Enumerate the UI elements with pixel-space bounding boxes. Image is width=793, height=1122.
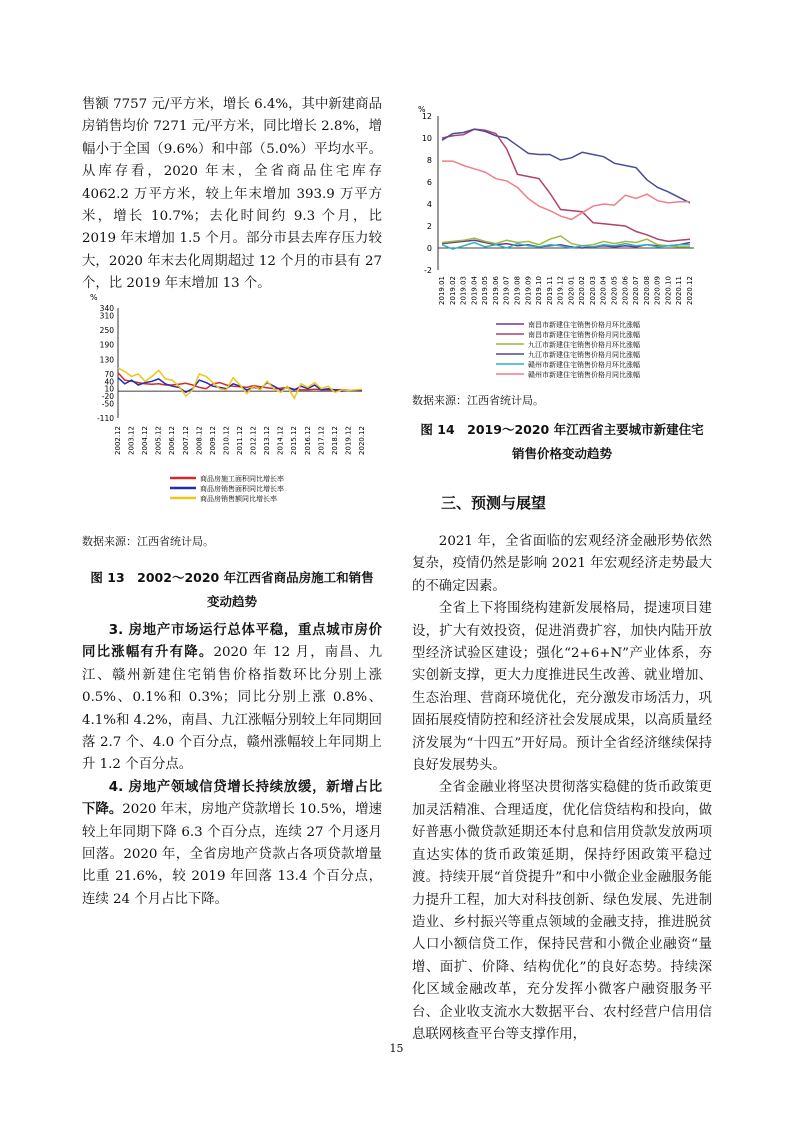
fig14-x-tick-label: 2019.10 bbox=[535, 276, 544, 305]
figure-13-caption-line2: 变动趋势 bbox=[206, 594, 257, 609]
fig13-x-tick-label: 2004.12 bbox=[141, 426, 150, 455]
fig14-y-unit: % bbox=[418, 105, 426, 114]
paragraph-3 bbox=[82, 620, 382, 777]
fig14-x-tick-label: 2019.01 bbox=[438, 276, 446, 305]
right-paragraph-2: 全省上下将围绕构建新发展格局，提速项目建设，扩大有效投资，促进消费扩容，加快内陆开放型经济试验区建设；强化“2+6+N”产业体系，夯实创新支撑，更大力度推进民生改善、就业增加、生态治理、营商环境优化，充分激发市场活力，巩固拓展疫情防控和经济社会发展成果，以高质量经济发展为“十四五”开好局。预计全省经济继续保持良好发展势头。 bbox=[412, 601, 712, 774]
fig14-x-tick-label: 2020.09 bbox=[653, 276, 662, 305]
fig14-y-tick-label: 0 bbox=[426, 244, 432, 253]
fig13-x-tick-label: 2014.12 bbox=[276, 426, 285, 455]
figure-14-caption-line2: 销售价格变动趋势 bbox=[511, 446, 612, 461]
fig13-y-tick-label: 40 bbox=[104, 377, 114, 387]
fig13-y-tick-label: -110 bbox=[96, 414, 114, 423]
fig13-x-tick-label: 2008.12 bbox=[195, 426, 204, 455]
right-paragraphs bbox=[412, 531, 712, 1046]
paragraph-3-heading: 3. 房地产市场运行总体平稳，重点城市房价同比涨幅有升有降。 bbox=[82, 623, 382, 661]
figure-13-caption bbox=[82, 566, 382, 614]
fig13-x-tick-label: 2011.12 bbox=[236, 426, 244, 455]
fig13-x-tick-label: 2017.12 bbox=[317, 426, 326, 455]
left-intro-text: 售额 7757 元/平方米，增长 6.4%，其中新建商品房销售均价 7271 元/平方米，同比增长 2.8%，增幅小于全国（9.6%）和中部（5.0%）平均水平。从库存看，2020 年末，全省商品住宅库存 4062.2 万平方米，较上年末增加 393.9 万平方米，增长 10.7%；去化时间约 9.3 个月，比 2019 年末增加 1.5 个月。部分市县去库存压力较大，2020 年末去化周期超过 12 个月的市县有 27 个，比 2019 年末增加 13 个。 bbox=[82, 97, 382, 292]
fig13-x-tick-label: 2015.12 bbox=[290, 426, 299, 455]
fig13-y-tick-label: -20 bbox=[101, 392, 114, 401]
fig14-x-tick-label: 2019.11 bbox=[545, 276, 554, 305]
fig14-x-tick-label: 2019.06 bbox=[491, 276, 500, 305]
fig14-x-tick-label: 2020.01 bbox=[567, 276, 576, 305]
page-number: 15 bbox=[389, 1042, 404, 1055]
fig14-x-tick-label: 2020.08 bbox=[642, 276, 651, 305]
fig14-series-line bbox=[442, 129, 690, 203]
fig13-y-unit: % bbox=[90, 293, 98, 302]
fig14-series-line bbox=[442, 129, 690, 241]
fig14-y-tick-label: 4 bbox=[426, 200, 432, 209]
fig14-x-tick-label: 2020.04 bbox=[599, 276, 608, 305]
fig13-x-tick-label: 2007.12 bbox=[181, 426, 190, 455]
fig14-x-tick-label: 2019.12 bbox=[556, 276, 565, 305]
fig14-x-tick-label: 2020.03 bbox=[588, 276, 597, 305]
figure-13-chart bbox=[82, 290, 382, 520]
fig13-x-tick-label: 2012.12 bbox=[249, 426, 258, 455]
figure-13-source: 数据来源：江西省统计局。 bbox=[82, 535, 214, 548]
fig13-x-tick-label: 2016.12 bbox=[303, 426, 312, 455]
fig13-x-tick-label: 2019.12 bbox=[344, 426, 353, 455]
fig14-legend-label: 南昌市新建住宅销售价格月同比涨幅 bbox=[528, 331, 640, 339]
paragraph-4 bbox=[82, 777, 382, 911]
fig13-legend-label: 商品房施工面积同比增长率 bbox=[200, 475, 284, 483]
fig14-x-tick-label: 2020.06 bbox=[621, 276, 630, 305]
fig14-y-tick-label: 8 bbox=[426, 156, 432, 165]
fig13-x-tick-label: 2013.12 bbox=[263, 426, 272, 455]
fig14-y-tick-label: -2 bbox=[424, 266, 432, 275]
figure-14-source: 数据来源：江西省统计局。 bbox=[412, 394, 544, 407]
fig14-y-tick-label: 10 bbox=[421, 134, 432, 143]
fig14-y-tick-label: 6 bbox=[426, 178, 432, 187]
figure-13-caption-line1: 图 13 2002～2020 年江西省商品房施工和销售 bbox=[90, 570, 374, 585]
fig13-x-tick-label: 2006.12 bbox=[168, 426, 177, 455]
fig13-y-tick-label: 250 bbox=[99, 326, 114, 335]
fig14-legend-label: 赣州市新建住宅销售价格月同比涨幅 bbox=[528, 371, 640, 379]
fig13-x-tick-label: 2009.12 bbox=[208, 426, 217, 455]
fig13-series-line bbox=[118, 368, 362, 399]
fig14-y-tick-label: 2 bbox=[426, 222, 432, 231]
fig14-x-tick-label: 2019.07 bbox=[502, 276, 511, 305]
fig14-y-tick-label: 12 bbox=[421, 112, 432, 121]
paragraph-4-heading: 4. 房地产领域信贷增长持续放缓，新增占比下降。 bbox=[82, 779, 382, 818]
fig14-legend-label: 南昌市新建住宅销售价格月环比涨幅 bbox=[528, 321, 640, 329]
section-title: 三、预测与展望 bbox=[441, 494, 547, 512]
fig14-legend-label: 赣州市新建住宅销售价格月环比涨幅 bbox=[528, 361, 640, 369]
fig13-y-tick-label: 130 bbox=[99, 355, 114, 365]
fig13-y-tick-label: 340 bbox=[99, 304, 114, 313]
fig13-x-tick-label: 2020.12 bbox=[358, 426, 366, 455]
fig14-x-tick-label: 2020.07 bbox=[632, 276, 641, 305]
fig14-x-tick-label: 2019.05 bbox=[481, 276, 490, 305]
fig14-x-tick-label: 2020.02 bbox=[578, 276, 587, 305]
paragraph-3-body: 2020 年 12 月，南昌、九江、赣州新建住宅销售价格指数环比分别上涨 0.5%、0.1%和 0.3%；同比分别上涨 0.8%、4.1%和 4.2%，南昌、九江涨幅分别较上年同期回落 2.7 个、4.0 个百分点，赣州涨幅较上年同期上升 1.2 个百分点。 bbox=[82, 645, 383, 773]
left-intro-paragraph bbox=[82, 94, 382, 296]
left-lower-paragraphs bbox=[82, 620, 382, 911]
fig14-legend-label: 九江市新建住宅销售价格月同比涨幅 bbox=[528, 351, 640, 359]
fig14-x-tick-label: 2020.10 bbox=[664, 276, 673, 305]
fig13-legend-label: 商品房销售面积同比增长率 bbox=[200, 485, 284, 493]
fig14-x-tick-label: 2020.05 bbox=[610, 276, 619, 305]
fig13-x-tick-label: 2010.12 bbox=[222, 426, 231, 455]
figure-14-chart bbox=[412, 102, 712, 382]
fig14-x-tick-label: 2019.03 bbox=[459, 276, 468, 305]
fig13-y-tick-label: 70 bbox=[104, 370, 114, 379]
fig14-x-tick-label: 2020.12 bbox=[686, 276, 694, 305]
right-paragraph-3: 全省金融业将坚决贯彻落实稳健的货币政策更加灵活精准、合理适度，优化信贷结构和投向，做好普惠小微贷款延期还本付息和信用贷款发放两项直达实体的货币政策延期，保持纾困政策平稳过渡。持续开展“首贷提升”和中小微企业金融服务能力提升工程，加大对科技创新、绿色发展、先进制造业、乡村振兴等重点领域的金融支持，推进脱贫人口小额信贷工作，保持民营和小微企业融资“量增、面扩、价降、结构优化”的良好态势。持续深化区域金融改革，充分发挥小微客户融资服务平台、企业收支流水大数据平台、农村经营户信用信息联网核查平台等支撑作用， bbox=[412, 780, 712, 1042]
right-paragraph-1: 2021 年，全省面临的宏观经济金融形势依然复杂，疫情仍然是影响 2021 年宏观经济走势最大的不确定因素。 bbox=[412, 534, 712, 594]
paragraph-4-body: 2020 年末，房地产贷款增长 10.5%，增速较上年同期下降 6.3 个百分点，连续 27 个月逐月回落。2020 年，全省房地产贷款占各项贷款增量比重 21.6%，较 2019 年回落 13.4 个百分点，连续 24 个月占比下降。 bbox=[82, 802, 382, 907]
fig13-y-tick-label: 310 bbox=[99, 311, 114, 321]
fig13-x-tick-label: 2003.12 bbox=[127, 426, 136, 455]
fig14-x-tick-label: 2019.08 bbox=[513, 276, 522, 305]
fig14-x-tick-label: 2020.11 bbox=[675, 276, 684, 305]
fig14-x-tick-label: 2019.09 bbox=[524, 276, 533, 305]
fig13-y-tick-label: 190 bbox=[99, 340, 114, 350]
fig13-x-tick-label: 2002.12 bbox=[114, 426, 122, 455]
fig13-x-tick-label: 2005.12 bbox=[154, 426, 163, 455]
fig13-legend-label: 商品房销售额同比增长率 bbox=[200, 495, 277, 503]
fig14-x-tick-label: 2019.04 bbox=[470, 276, 479, 305]
figure-14-caption-line1: 图 14 2019～2020 年江西省主要城市新建住宅 bbox=[420, 422, 704, 437]
fig13-y-tick-label: 10 bbox=[104, 384, 114, 394]
fig13-x-tick-label: 2018.12 bbox=[330, 426, 339, 455]
fig13-y-tick-label: -50 bbox=[101, 399, 114, 409]
figure-14-caption bbox=[412, 418, 712, 466]
fig14-x-tick-label: 2019.02 bbox=[448, 276, 457, 305]
fig14-legend-label: 九江市新建住宅销售价格月环比涨幅 bbox=[528, 341, 640, 349]
